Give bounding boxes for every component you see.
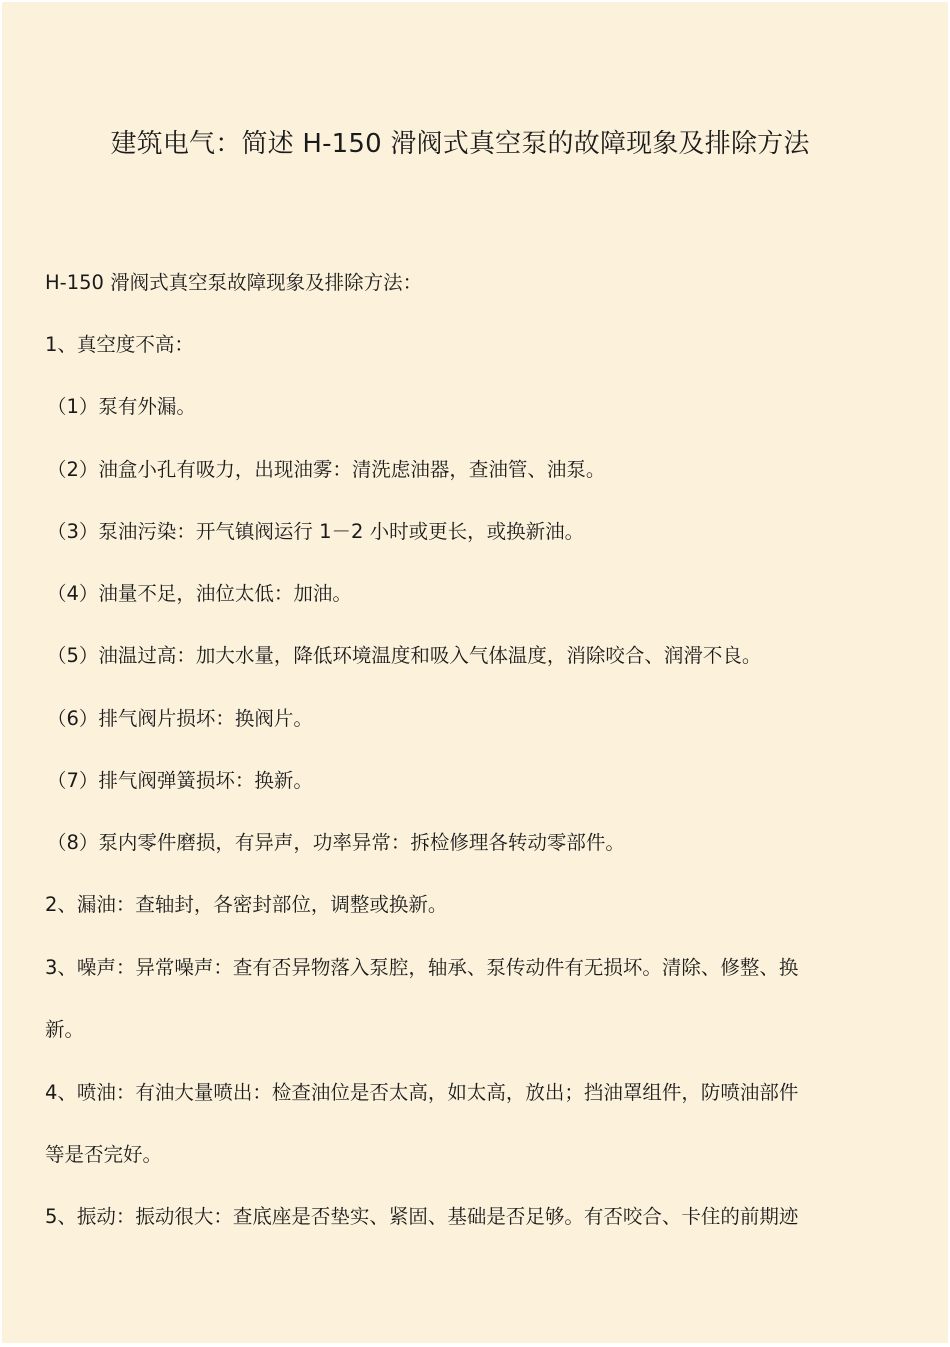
paragraph-line: （1）泵有外漏。 [47,395,196,418]
paragraph-line: （2）油盒小孔有吸力，出现油雾：清洗虑油器，查油管、油泵。 [47,458,606,481]
paragraph-line: 3、噪声：异常噪声：查有否异物落入泵腔，轴承、泵传动件有无损坏。清除、修整、换 [45,956,799,979]
paragraph-line: （5）油温过高：加大水量，降低环境温度和吸入气体温度，消除咬合、润滑不良。 [47,644,762,667]
paragraph-line: （3）泵油污染：开气镇阀运行 1－2 小时或更长，或换新油。 [47,520,585,543]
paragraph-line: （4）油量不足，油位太低：加油。 [47,582,352,605]
paragraph-line: 1、真空度不高： [45,333,194,356]
paragraph-line: 等是否完好。 [45,1143,163,1166]
paragraph-line: （6）排气阀片损坏：换阀片。 [47,707,313,730]
paragraph-line: 4、喷油：有油大量喷出：检查油位是否太高，如太高，放出；挡油罩组件，防喷油部件 [45,1081,799,1104]
paragraph-line: 2、漏油：查轴封，各密封部位，调整或换新。 [45,893,448,916]
paragraph-line: （8）泵内零件磨损，有异声，功率异常：拆检修理各转动零部件。 [47,831,625,854]
document-title: 建筑电气：简述 H-150 滑阀式真空泵的故障现象及排除方法 [110,129,810,159]
paragraph-line: H-150 滑阀式真空泵故障现象及排除方法： [45,271,423,294]
paragraph-line: 新。 [45,1018,85,1041]
document-page [2,2,948,1343]
paragraph-line: （7）排气阀弹簧损坏：换新。 [47,769,313,792]
paragraph-line: 5、振动：振动很大：查底座是否垫实、紧固、基础是否足够。有否咬合、卡住的前期迹 [45,1205,799,1228]
